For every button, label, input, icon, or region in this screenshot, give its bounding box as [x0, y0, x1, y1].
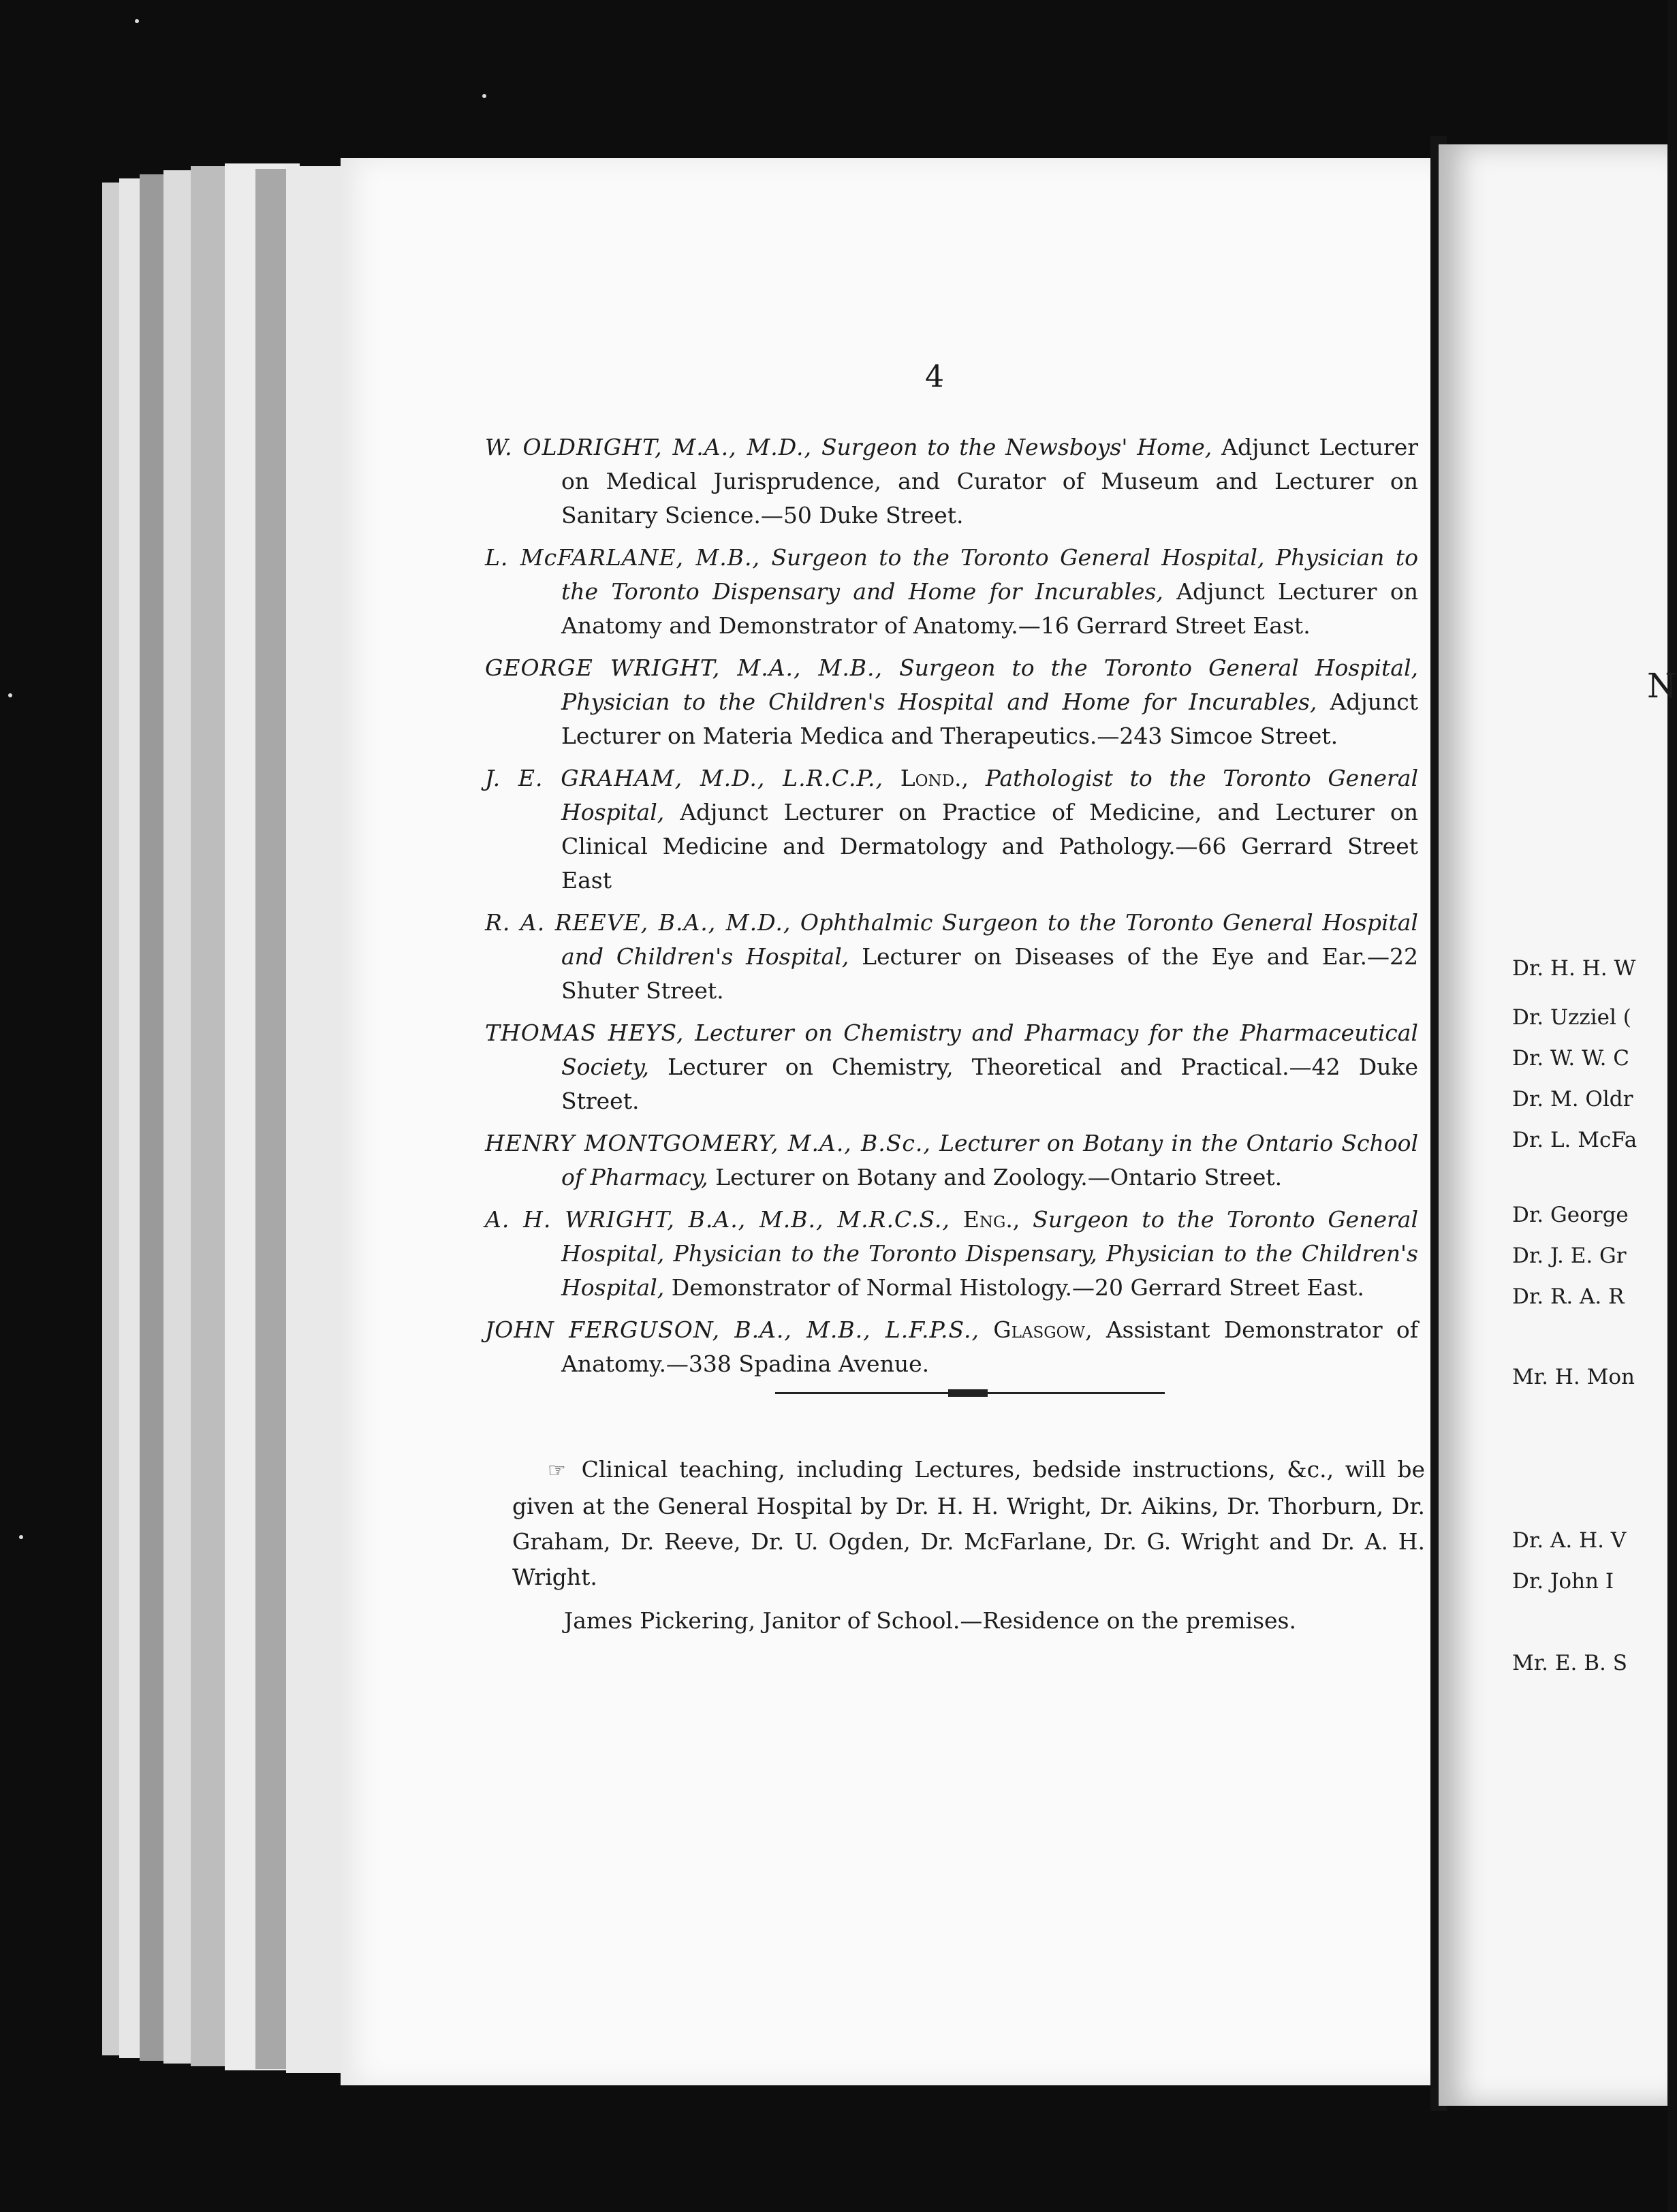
facing-line: Dr. Uzziel ( — [1512, 1005, 1631, 1030]
entry-name: R. A. REEVE, B.A., M.D., — [485, 909, 792, 936]
page-edge — [286, 166, 347, 2073]
entry-name: W. OLDRIGHT, M.A., M.D., — [485, 434, 813, 460]
entry-name: JOHN FERGUSON, B.A., M.B., L.F.P.S., — [485, 1316, 979, 1343]
entry-details: Adjunct Lecturer on Medical Jurisprudence, and Curator of Museum and Lecturer on Sanitary Science.—50 Duke Street. — [561, 434, 1418, 528]
facing-page — [1439, 144, 1667, 2106]
facing-line: Dr. M. Oldr — [1512, 1087, 1633, 1111]
faculty-entry — [485, 1313, 1418, 1381]
entry-name: J. E. GRAHAM, M.D., L.R.C.P., — [485, 765, 883, 791]
faculty-entry — [485, 1016, 1418, 1118]
facing-line: Dr. H. H. W — [1512, 956, 1636, 981]
pointing-hand-icon: ☞ — [548, 1459, 566, 1483]
entry-details: Adjunct Lecturer on Materia Medica and Therapeutics.—243 Simcoe Street. — [561, 689, 1418, 749]
faculty-entry — [485, 541, 1418, 643]
entry-qualification: Glasgow, — [993, 1316, 1093, 1343]
faculty-entry — [485, 1203, 1418, 1305]
faculty-entry — [485, 761, 1418, 898]
entry-details: Lecturer on Diseases of the Eye and Ear.—22 Shuter Street. — [561, 943, 1418, 1004]
entry-name: GEORGE WRIGHT, M.A., M.B., — [485, 654, 883, 681]
entry-details: Adjunct Lecturer on Practice of Medicine, and Lecturer on Clinical Medicine and Dermatology and Pathology.—66 Gerrard Street East — [561, 799, 1418, 894]
facing-line: Mr. H. Mon — [1512, 1365, 1635, 1389]
clinical-note-text: Clinical teaching, including Lectures, bedside instructions, &c., will be given at the General Hospital by Dr. H. H. Wright, Dr. Aikins, Dr. Thorburn, Dr. Graham, Dr. Reeve, Dr. U. Ogden, Dr. McFarlane, Dr. G. Wright and Dr. A. H. Wright. — [512, 1456, 1426, 1590]
dust-speck — [19, 1535, 23, 1539]
clinical-teaching-note — [512, 1452, 1425, 1595]
entry-name: L. McFARLANE, M.B., — [485, 544, 760, 571]
divider-ornament — [948, 1389, 988, 1397]
entry-qualification: Eng., — [962, 1206, 1020, 1233]
entry-details: Lecturer on Chemistry, Theoretical and Practical.—42 Duke Street. — [561, 1054, 1418, 1114]
facing-line: Dr. George — [1512, 1203, 1629, 1227]
entry-name: THOMAS HEYS, — [485, 1020, 685, 1046]
facing-line: Dr. A. H. V — [1512, 1528, 1627, 1553]
facing-heading-fragment: N — [1647, 666, 1677, 706]
faculty-entry — [485, 430, 1418, 533]
dust-speck — [482, 94, 486, 98]
facing-line: Mr. E. B. S — [1512, 1651, 1627, 1675]
faculty-entry — [485, 1126, 1418, 1195]
facing-line: Dr. J. E. Gr — [1512, 1244, 1627, 1268]
entry-details: Assistant Demonstrator of Anatomy.—338 Spadina Avenue. — [561, 1316, 1418, 1377]
page-number: 4 — [925, 360, 944, 394]
entry-qualification: Lond., — [900, 765, 969, 791]
entry-title: Surgeon to the Toronto General Hospital, Physician to the Toronto Dispensary and Home for Incurables, — [561, 544, 1418, 605]
entry-name: HENRY MONTGOMERY, M.A., B.Sc., — [485, 1130, 931, 1156]
entry-details: Lecturer on Botany and Zoology.—Ontario Street. — [708, 1164, 1283, 1190]
faculty-entry — [485, 651, 1418, 753]
entry-title: Surgeon to the Newsboys' Home, — [821, 434, 1212, 460]
facing-line: Dr. R. A. R — [1512, 1284, 1625, 1309]
facing-line: Dr. W. W. C — [1512, 1046, 1629, 1071]
dust-speck — [8, 693, 12, 697]
entry-title: Ophthalmic Surgeon to the Toronto General Hospital and Children's Hospital, — [561, 909, 1418, 970]
entry-details: Adjunct Lecturer on Anatomy and Demonstrator of Anatomy.—16 Gerrard Street East. — [561, 578, 1418, 639]
entry-title: Surgeon to the Toronto General Hospital, Physician to the Toronto Dispensary, Physician to the Children's Hospital, — [561, 1206, 1419, 1301]
janitor-note: James Pickering, Janitor of School.—Residence on the premises. — [564, 1607, 1296, 1634]
entry-title: Lecturer on Chemistry and Pharmacy for the Pharmaceutical Society, — [561, 1020, 1418, 1080]
entry-title: Lecturer on Botany in the Ontario School of Pharmacy, — [561, 1130, 1418, 1190]
faculty-list — [485, 430, 1418, 1389]
dust-speck — [135, 19, 139, 23]
entry-details: Demonstrator of Normal Histology.—20 Gerrard Street East. — [664, 1274, 1364, 1301]
entry-title: Pathologist to the Toronto General Hospital, — [561, 765, 1418, 825]
facing-line: Dr. John I — [1512, 1569, 1614, 1594]
entry-title: Surgeon to the Toronto General Hospital, Physician to the Children's Hospital and Home for Incurables, — [561, 654, 1418, 715]
facing-line: Dr. L. McFa — [1512, 1128, 1637, 1152]
faculty-entry — [485, 906, 1418, 1008]
entry-name: A. H. WRIGHT, B.A., M.B., M.R.C.S., — [485, 1206, 950, 1233]
